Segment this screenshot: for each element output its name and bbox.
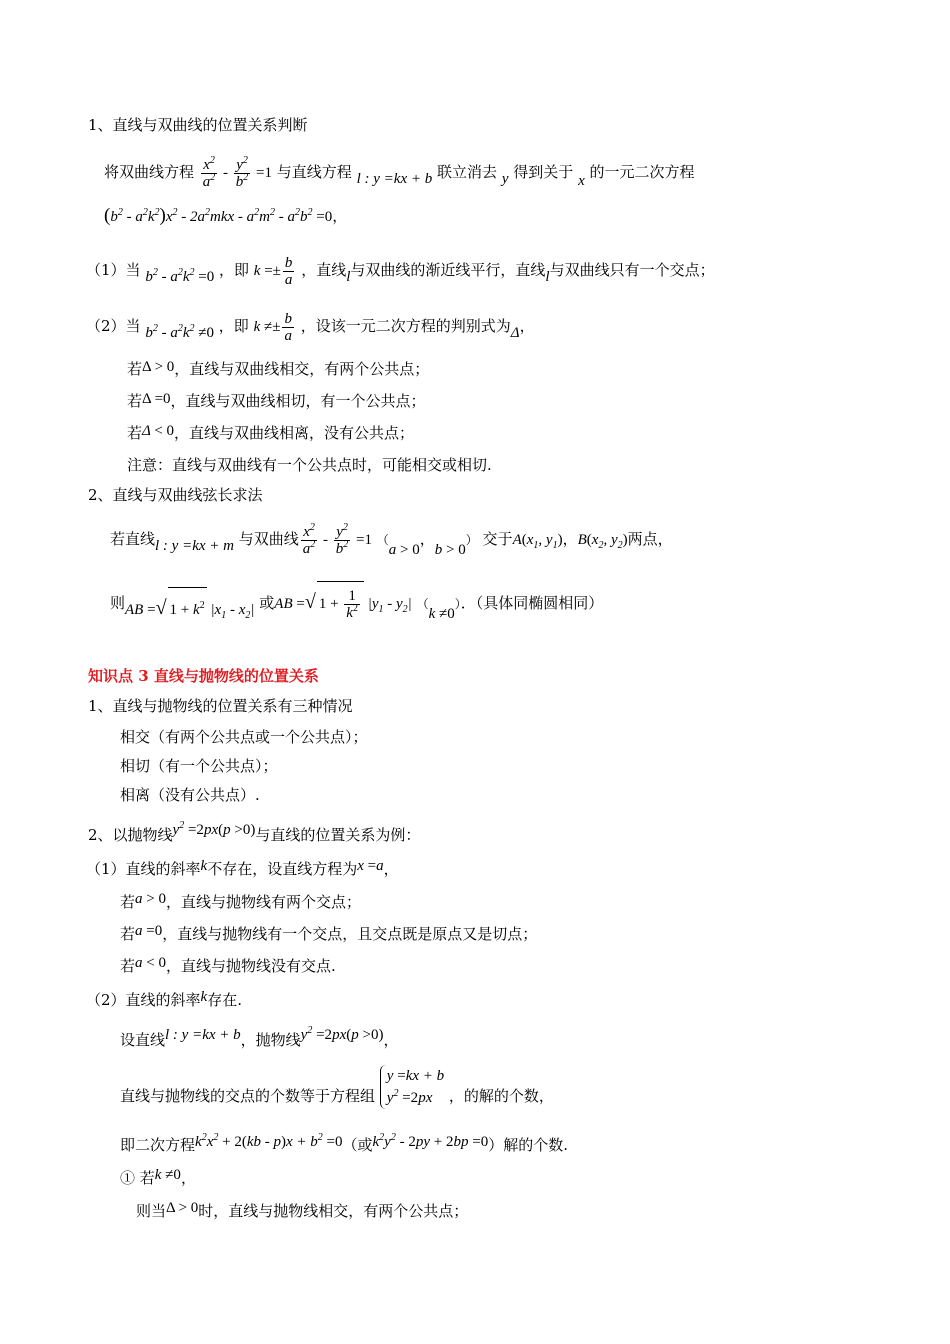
chord-length-formula: 则AB =√ $1 + k^2$ $|x_1 - x_2|$ 或AB =√ 1 + $\frac{1}{k^2}$ $|y_1 - y_2|$ （k ≠0）．（具体同椭圆相同） — [110, 580, 603, 624]
case1-line: （1）当 $b^2 - a^2k^2 =0$ ，即 k =± $\frac{b}{a}$ ，直线l与双曲线的渐近线平行，直线l与双曲线只有一个交点； — [86, 254, 715, 288]
section3-title: 1、直线与抛物线的位置关系有三种情况 — [88, 697, 353, 715]
case-intersect: 相交（有两个公共点或一个公共点）； — [120, 728, 368, 746]
quadratic-equation: $(b^2 - a^2k^2)x^2 - 2a^2mkx - a^2m^2 - a^2b^2 =0$， — [104, 205, 348, 226]
equation-system: y =kx + b $y^2 =2px$ — [380, 1065, 444, 1109]
a-zero: 若a =0，直线与抛物线有一个交点，且交点既是原点又是切点； — [120, 923, 538, 943]
note-line: 注意：直线与双曲线有一个公共点时，可能相交或相切. — [127, 456, 492, 474]
quadratic-line: 即二次方程$k^2x^2 + 2(kb - p)x + b^2 =0$（或$k^2y^2 - 2py + 2bp =0$）解的个数. — [120, 1132, 568, 1154]
slope-exist-line: （2）直线的斜率k存在. — [86, 989, 242, 1009]
section2-title: 2、直线与双曲线弦长求法 — [88, 486, 263, 504]
line-eq: l : y =kx + b — [356, 171, 433, 187]
k-nonzero-line: ① 若k ≠0， — [120, 1167, 196, 1187]
a-positive: 若a > 0，直线与抛物线有两个交点； — [120, 891, 361, 911]
hyperbola-system-line: 将双曲线方程 $\frac{x^2}{a^2}$ - $\frac{y^2}{b^2}$ =1 与直线方程 l : y =kx + b 联立消去 y 得到关于 x 的一元二次方程 — [104, 154, 695, 190]
delta-negative: 若Δ < 0，直线与双曲线相离，没有公共点； — [127, 423, 415, 442]
a-negative: 若a < 0，直线与抛物线没有交点. — [120, 955, 336, 975]
equation-system-line: 直线与抛物线的交点的个数等于方程组 y =kx + b $y^2 =2px$ ，的解的个数， — [120, 1060, 554, 1112]
section4-title: 2、以抛物线$y^2 =2px(p >0)$与直线的位置关系为例： — [88, 820, 421, 844]
section1-title: 1、直线与双曲线的位置关系判断 — [88, 116, 308, 134]
case-separate: 相离（没有公共点）. — [120, 786, 260, 804]
case-tangent: 相切（有一个公共点）； — [120, 757, 278, 775]
delta-positive-parabola: 则当Δ > 0时，直线与抛物线相交，有两个公共点； — [136, 1200, 469, 1220]
set-line-parabola: 设直线l : y =kx + b，抛物线$y^2 =2px(p >0)$， — [120, 1025, 399, 1049]
delta-zero: 若Δ =0，直线与双曲线相切，有一个公共点； — [127, 391, 426, 410]
case2-line: （2）当 $b^2 - a^2k^2 \ne 0$ ，即 k ≠± $\frac{b}{a}$ ，设该一元二次方程的判别式为Δ， — [86, 310, 535, 344]
knowledge-point-3-heading: 知识点 3 直线与抛物线的位置关系 — [88, 667, 319, 685]
delta-positive: 若Δ > 0，直线与双曲线相交，有两个公共点； — [127, 359, 430, 378]
chord-line-1: 若直线l : y =kx + m 与双曲线 $\frac{x^2}{a^2}$ - $\frac{y^2}{b^2}$ =1 （a > 0，b > 0） 交于$A(x_1$, $y_1$)，$B(x_2$, $y_2$)两点， — [110, 521, 673, 558]
slope-not-exist-line: （1）直线的斜率k不存在，设直线方程为x =a， — [86, 858, 399, 878]
hyperbola-eq: $\frac{x^2}{a^2}$ — [202, 154, 216, 190]
